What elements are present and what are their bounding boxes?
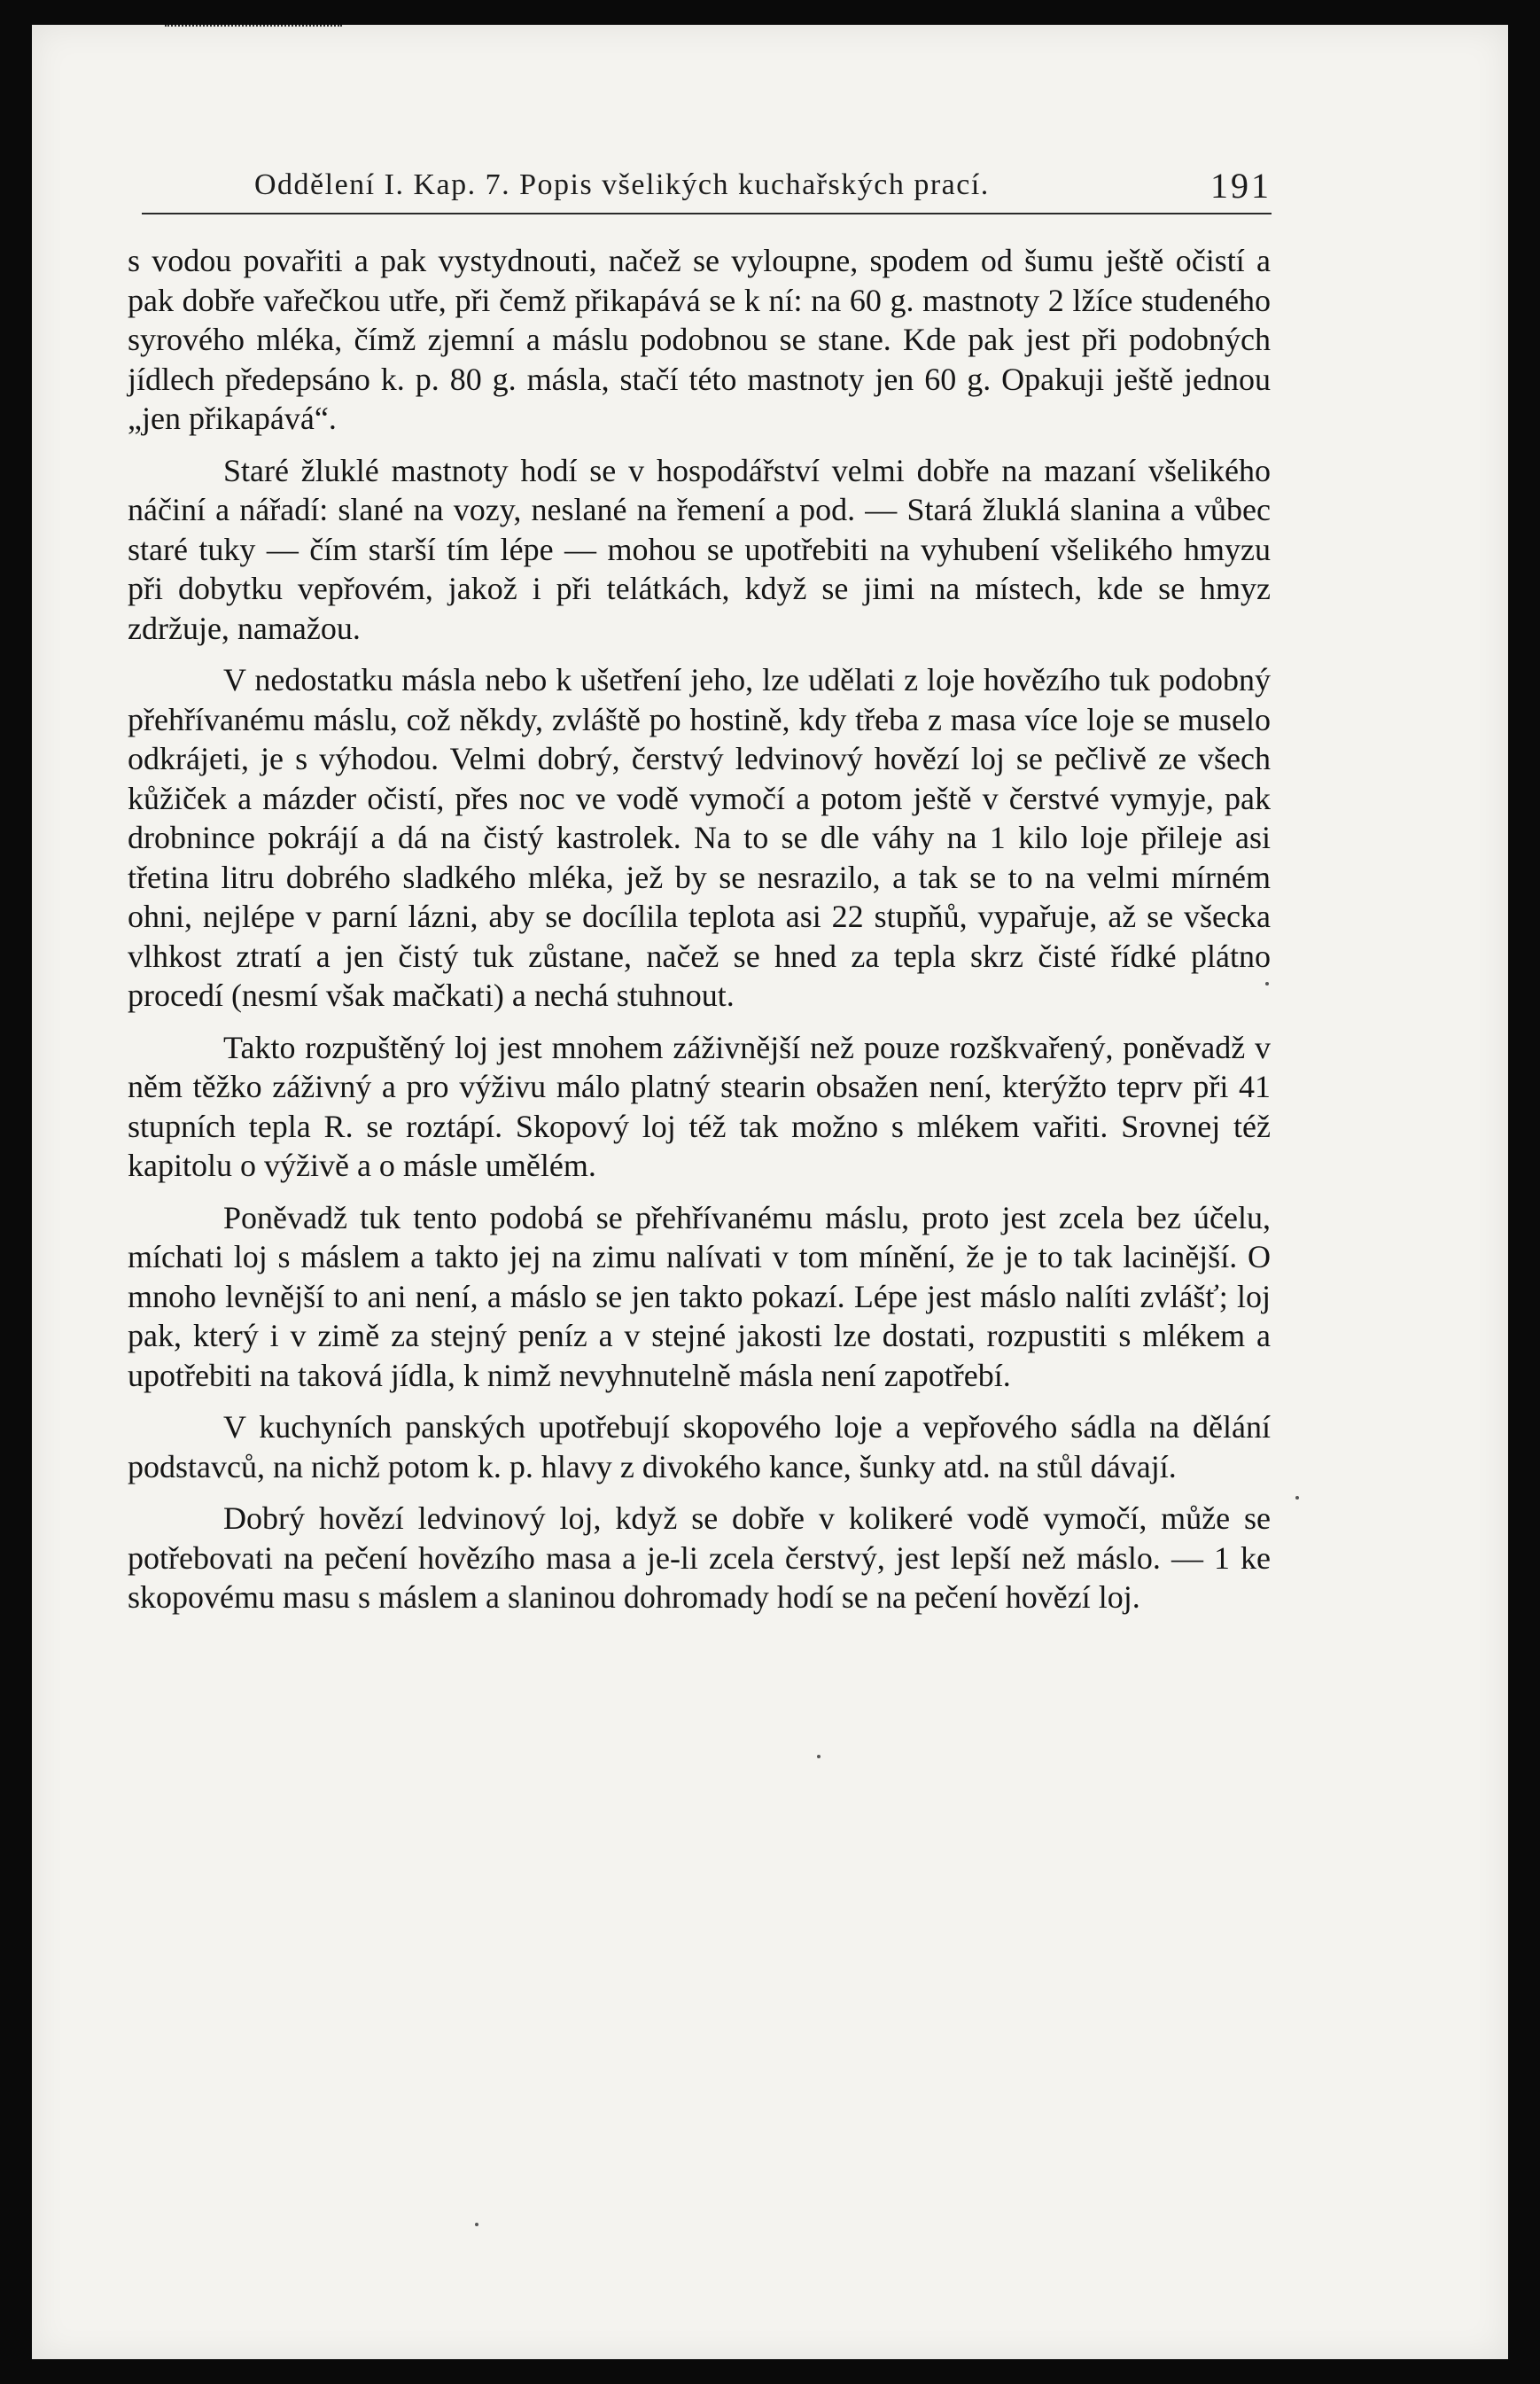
scan-speck xyxy=(1295,1496,1299,1500)
paragraph: Poněvadž tuk tento podobá se přehřívanému máslu, proto jest zcela bez účelu, míchati loj s máslem a takto jej na zimu nalívati v tom mínění, že je to tak lacinější. O mnoho levnější to ani není, a máslo se jen takto pokazí. Lépe jest máslo nalíti zvlášť; loj pak, který i v zimě za stejný peníz a v stejné jakosti lze dostati, rozpustiti s mlékem a upotřebiti na taková jídla, k nimž nevyhnutelně másla není zapotřebí. xyxy=(128,1199,1271,1393)
running-header xyxy=(142,168,1272,218)
scan-speck xyxy=(475,2223,478,2226)
paragraph: Takto rozpuštěný loj jest mnohem záživnější než pouze rozškvařený, poněvadž v něm těžko záživný a pro výživu málo platný stearin obsažen není, kterýžto teprv při 41 stupních tepla R. se roztápí. Skopový loj též tak možno s mlékem vařiti. Srovnej též kapitolu o výživě a o másle umělém. xyxy=(128,1029,1271,1183)
paragraph: s vodou povařiti a pak vystydnouti, načež se vyloupne, spodem od šumu ještě očistí a pak dobře vařečkou utře, při čemž přikapává se k ní: na 60 g. mastnoty 2 lžíce studeného syrového mléka, čímž zjemní a máslu podobnou se stane. Kde pak jest při podobných jídlech předepsáno k. p. 80 g. másla, stačí této mastnoty jen 60 g. Opakuji ještě jednou „jen přikapává“. xyxy=(128,243,1271,436)
header-rule xyxy=(142,213,1272,214)
running-title: Oddělení I. Kap. 7. Popis všelikých kuchařských prací. xyxy=(254,168,990,201)
paragraph: Dobrý hovězí ledvinový loj, když se dobře v kolikeré vodě vymočí, může se potřebovati na pečení hovězího masa a je-li zcela čerstvý, jest lepší než máslo. — 1 ke skopovému masu s máslem a slaninou dohromady hodí se na pečení hovězí loj. xyxy=(128,1500,1271,1615)
scan-speck xyxy=(817,1755,821,1758)
paragraph: Staré žluklé mastnoty hodí se v hospodářství velmi dobře na mazaní všelikého náčiní a nářadí: slané na vozy, neslané na řemení a pod. — Stará žluklá slanina a vůbec staré tuky — čím starší tím lépe — mohou se upotřebiti na vyhubení všelikého hmyzu při dobytku vepřovém, jakož i při telátkách, když se jimi na místech, kde se hmyz zdržuje, namažou. xyxy=(128,452,1271,646)
page-number: 191 xyxy=(1210,166,1272,206)
paragraph: V nedostatku másla nebo k ušetření jeho, lze udělati z loje hovězího tuk podobný přehřívanému máslu, což někdy, zvláště po hostině, kdy třeba z masa více loje se muselo odkrájeti, je s výhodou. Velmi dobrý, čerstvý ledvinový hovězí loj se pečlivě ze všech kůžiček a mázder očistí, přes noc ve vodě vymočí a potom ještě v čerstvé vymyje, pak drobnince pokrájí a dá na čistý kastrolek. Na to se dle váhy na 1 kilo loje přileje asi třetina litru dobrého sladkého mléka, jež by se nesrazilo, a tak se to na velmi mírném ohni, nejlépe v parní lázni, aby se docílila teplota asi 22 stupňů, vypařuje, až se všecka vlhkost ztratí a jen čistý tuk zůstane, načež se hned za tepla skrz čisté řídké plátno procedí (nesmí však mačkati) a nechá stuhnout. xyxy=(128,662,1271,1013)
scan-edge-mark xyxy=(165,25,342,32)
body-text xyxy=(128,241,1271,1630)
paragraph: V kuchyních panských upotřebují skopového loje a vepřového sádla na dělání podstavců, na nichž potom k. p. hlavy z divokého kance, šunky atd. na stůl dávají. xyxy=(128,1409,1271,1484)
